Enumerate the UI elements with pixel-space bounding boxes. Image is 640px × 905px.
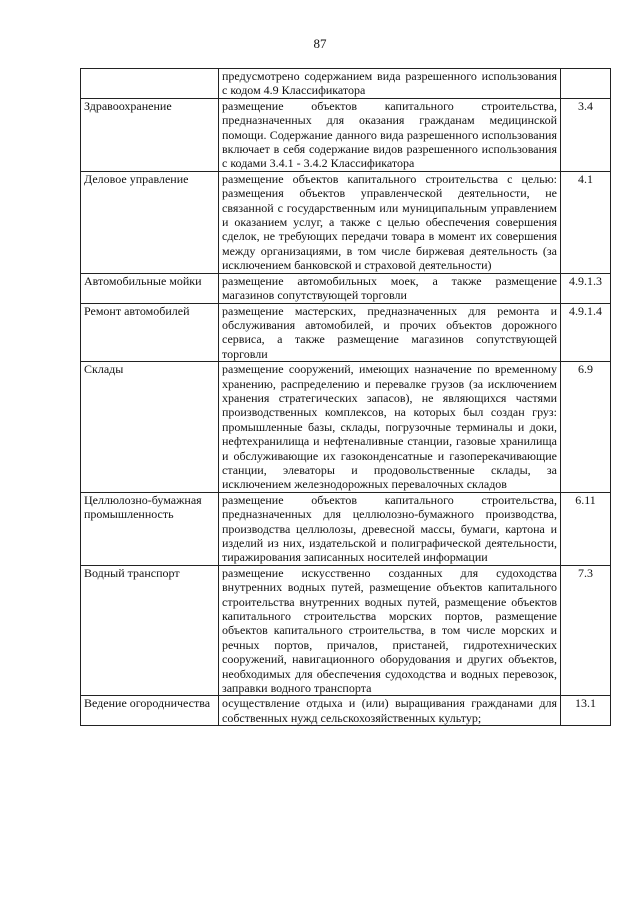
table-row — [81, 565, 611, 696]
use-name: Ремонт автомобилей — [81, 303, 219, 362]
use-name: Целлюлозно-бумажная промышленность — [81, 492, 219, 565]
use-description: предусмотрено содержанием вида разрешенного использования с кодом 4.9 Классификатора — [219, 69, 561, 99]
use-code: 3.4 — [561, 98, 611, 171]
use-code: 4.1 — [561, 171, 611, 273]
table-row — [81, 303, 611, 362]
table-row — [81, 98, 611, 171]
table-row — [81, 171, 611, 273]
use-name: Водный транспорт — [81, 565, 219, 696]
use-name: Здравоохранение — [81, 98, 219, 171]
use-description: осуществление отдыха и (или) выращивания гражданами для собственных нужд сельскохозяйственных культур; — [219, 696, 561, 726]
use-code: 6.9 — [561, 362, 611, 493]
use-code: 4.9.1.3 — [561, 273, 611, 303]
use-description: размещение автомобильных моек, а также размещение магазинов сопутствующей торговли — [219, 273, 561, 303]
use-code: 6.11 — [561, 492, 611, 565]
table-row — [81, 273, 611, 303]
use-name: Деловое управление — [81, 171, 219, 273]
table-row — [81, 362, 611, 493]
page-number: 87 — [313, 36, 327, 51]
use-code — [561, 69, 611, 99]
use-description: размещение мастерских, предназначенных для ремонта и обслуживания автомобилей, и прочих объектов дорожного сервиса, а также размещение магазинов сопутствующей торговли — [219, 303, 561, 362]
use-code: 7.3 — [561, 565, 611, 696]
use-code: 4.9.1.4 — [561, 303, 611, 362]
use-name — [81, 69, 219, 99]
use-name: Ведение огородничества — [81, 696, 219, 726]
table-row — [81, 69, 611, 99]
use-name: Автомобильные мойки — [81, 273, 219, 303]
use-description: размещение сооружений, имеющих назначение по временному хранению, распределению и перевалке грузов (за исключением хранения стратегических запасов), не являющихся частями производственных комплексов, на которых был создан груз: промышленные базы, склады, погрузочные терминалы и доки, нефтехранилища и нефтеналивные станции, газовые хранилища и обслуживающие их газоконденсатные и газоперекачивающие станции, элеваторы и продовольственные склады, за исключением железнодорожных перевалочных складов — [219, 362, 561, 493]
table-row — [81, 492, 611, 565]
land-use-table — [80, 68, 611, 726]
use-name: Склады — [81, 362, 219, 493]
use-description: размещение объектов капитального строительства с целью: размещения объектов управленческой деятельности, не связанной с государственным или муниципальным управлением и оказанием услуг, а также с целью обеспечения совершения сделок, не требующих передачи товара в момент их совершения между организациями, в том числе биржевая деятельность (за исключением банковской и страховой деятельности) — [219, 171, 561, 273]
use-code: 13.1 — [561, 696, 611, 726]
table-row — [81, 696, 611, 726]
use-description: размещение объектов капитального строительства, предназначенных для оказания гражданам медицинской помощи. Содержание данного вида разрешенного использования включает в себя содержание видов разрешенного использования с кодами 3.4.1 - 3.4.2 Классификатора — [219, 98, 561, 171]
use-description: размещение объектов капитального строительства, предназначенных для целлюлозно-бумажного производства, производства целлюлозы, древесной массы, бумаги, картона и изделий из них, издательской и полиграфической деятельности, тиражирования записанных носителей информации — [219, 492, 561, 565]
use-description: размещение искусственно созданных для судоходства внутренних водных путей, размещение объектов капитального строительства внутренних водных путей, размещение объектов капитального строительства морских портов, размещение объектов капитального строительства, в том числе морских и речных портов, причалов, пристаней, гидротехнических сооружений, навигационного оборудования и других объектов, необходимых для обеспечения судоходства и водных перевозок, заправки водного транспорта — [219, 565, 561, 696]
